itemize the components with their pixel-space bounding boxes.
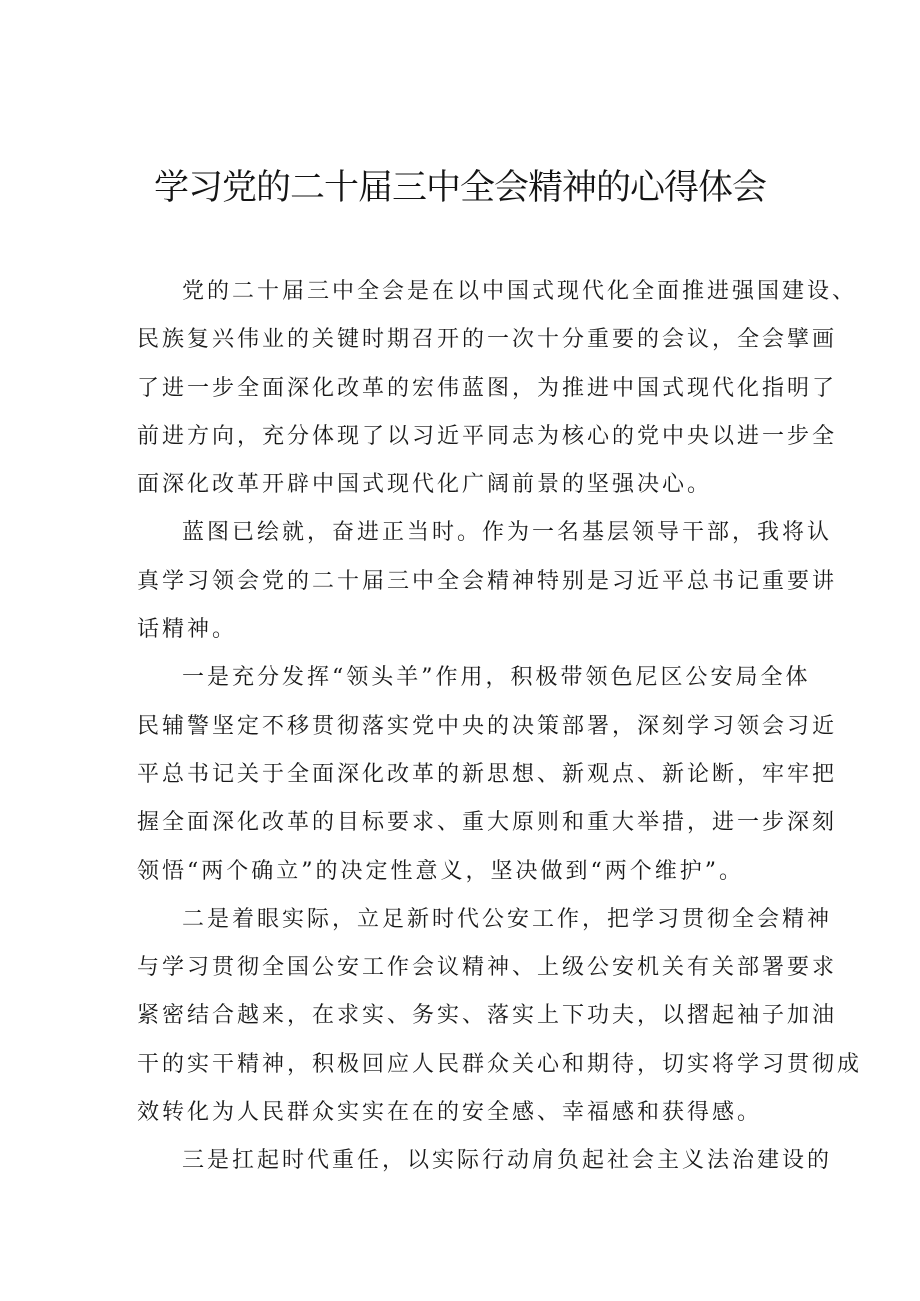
text-line: 话精神。 bbox=[137, 617, 238, 643]
text-line: 真学习领会党的二十届三中全会精神特别是习近平总书记重要讲 bbox=[137, 568, 838, 594]
text-line: 紧密结合越来，在求实、务实、落实上下功夫，以摺起袖子加油 bbox=[137, 1003, 838, 1029]
document-title: 学习党的二十届三中全会精神的心得体会 bbox=[153, 168, 766, 208]
text-line: 三是扛起时代重任，以实际行动肩负起社会主义法治建设的 bbox=[182, 1148, 833, 1174]
text-line: 面深化改革开辟中国式现代化广阔前景的坚强决心。 bbox=[137, 472, 713, 498]
text-line: 领悟“两个确立”的决定性意义，坚决做到“两个维护”。 bbox=[137, 858, 744, 884]
text-line: 干的实干精神，积极回应人民群众关心和期待，切实将学习贯彻成 bbox=[137, 1051, 863, 1077]
text-line: 握全面深化改革的目标要求、重大原则和重大举措，进一步深刻 bbox=[137, 810, 838, 836]
text-line: 与学习贯彻全国公安工作会议精神、上级公安机关有关部署要求 bbox=[137, 955, 838, 981]
text-line: 了进一步全面深化改革的宏伟蓝图，为推进中国式现代化指明了 bbox=[137, 375, 838, 401]
text-line: 党的二十届三中全会是在以中国式现代化全面推进强国建设、 bbox=[182, 279, 858, 304]
text-line: 前进方向，充分体现了以习近平同志为核心的党中央以进一步全 bbox=[137, 423, 838, 449]
text-line: 蓝图已绘就，奋进正当时。作为一名基层领导干部，我将认 bbox=[182, 520, 833, 546]
text-line: 民辅警坚定不移贯彻落实党中央的决策部署，深刻学习领会习近 bbox=[137, 713, 838, 739]
text-line: 一是充分发挥“领头羊”作用，积极带领色尼区公安局全体 bbox=[182, 665, 811, 691]
text-line: 民族复兴伟业的关键时期召开的一次十分重要的会议，全会擘画 bbox=[137, 327, 838, 353]
text-line: 二是着眼实际，立足新时代公安工作，把学习贯彻全会精神 bbox=[182, 906, 833, 932]
text-line: 平总书记关于全面深化改革的新思想、新观点、新论断，牢牢把 bbox=[137, 761, 838, 787]
text-line: 效转化为人民群众实实在在的安全感、幸福感和获得感。 bbox=[137, 1100, 763, 1126]
document-body bbox=[137, 268, 863, 1186]
